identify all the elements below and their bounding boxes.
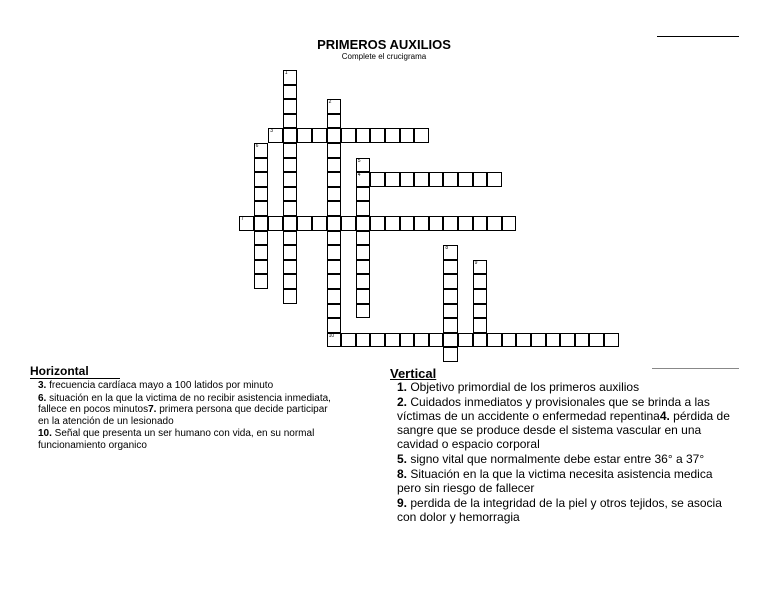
crossword-cell[interactable] bbox=[268, 128, 283, 143]
crossword-cell[interactable] bbox=[575, 333, 590, 348]
vertical-clue-9: 9. perdida de la integridad de la piel y otros tejidos, se asocia con dolor y hemorragia bbox=[397, 496, 722, 524]
crossword-cell[interactable] bbox=[356, 260, 371, 275]
crossword-number: 1 bbox=[284, 70, 288, 76]
crossword-cell[interactable] bbox=[356, 216, 371, 231]
crossword-cell[interactable] bbox=[327, 158, 342, 173]
crossword-cell[interactable] bbox=[370, 333, 385, 348]
crossword-cell[interactable] bbox=[429, 172, 444, 187]
crossword-cell[interactable] bbox=[385, 172, 400, 187]
crossword-cell[interactable] bbox=[502, 216, 517, 231]
crossword-cell[interactable] bbox=[356, 128, 371, 143]
crossword-cell[interactable] bbox=[443, 347, 458, 362]
crossword-cell[interactable] bbox=[283, 128, 298, 143]
crossword-number: 10 bbox=[328, 332, 335, 339]
crossword-cell[interactable] bbox=[473, 274, 488, 289]
horizontal-clue-3: 3. frecuencia cardíaca mayo a 100 latidos por minuto bbox=[38, 380, 274, 391]
crossword-cell[interactable] bbox=[327, 274, 342, 289]
crossword-cell[interactable] bbox=[254, 187, 269, 202]
crossword-cell[interactable] bbox=[356, 187, 371, 202]
crossword-cell[interactable] bbox=[327, 231, 342, 246]
crossword-cell[interactable] bbox=[487, 216, 502, 231]
crossword-cell[interactable] bbox=[473, 289, 488, 304]
crossword-cell[interactable] bbox=[473, 216, 488, 231]
crossword-cell[interactable] bbox=[239, 216, 254, 231]
crossword-cell[interactable] bbox=[385, 333, 400, 348]
crossword-cell[interactable] bbox=[443, 260, 458, 275]
crossword-cell[interactable] bbox=[327, 318, 342, 333]
crossword-cell[interactable] bbox=[297, 128, 312, 143]
crossword-cell[interactable] bbox=[400, 128, 415, 143]
crossword-cell[interactable] bbox=[443, 172, 458, 187]
crossword-cell[interactable] bbox=[385, 128, 400, 143]
crossword-cell[interactable] bbox=[516, 333, 531, 348]
crossword-cell[interactable] bbox=[297, 216, 312, 231]
crossword-cell[interactable] bbox=[356, 201, 371, 216]
crossword-number: 7 bbox=[241, 216, 244, 222]
crossword-cell[interactable] bbox=[268, 216, 283, 231]
crossword-cell[interactable] bbox=[327, 187, 342, 202]
crossword-cell[interactable] bbox=[327, 99, 342, 114]
crossword-cell[interactable] bbox=[283, 289, 298, 304]
horizontal-heading: Horizontal bbox=[30, 364, 89, 378]
crossword-cell[interactable] bbox=[283, 143, 298, 158]
crossword-cell[interactable] bbox=[327, 201, 342, 216]
crossword-cell[interactable] bbox=[327, 260, 342, 275]
crossword-cell[interactable] bbox=[283, 172, 298, 187]
crossword-cell[interactable] bbox=[443, 333, 458, 348]
crossword-cell[interactable] bbox=[283, 70, 298, 85]
crossword-cell[interactable] bbox=[473, 333, 488, 348]
crossword-cell[interactable] bbox=[458, 333, 473, 348]
crossword-cell[interactable] bbox=[283, 201, 298, 216]
crossword-cell[interactable] bbox=[254, 172, 269, 187]
crossword-cell[interactable] bbox=[254, 245, 269, 260]
crossword-cell[interactable] bbox=[283, 158, 298, 173]
crossword-cell[interactable] bbox=[356, 231, 371, 246]
crossword-cell[interactable] bbox=[254, 216, 269, 231]
crossword-cell[interactable] bbox=[254, 274, 269, 289]
crossword-cell[interactable] bbox=[327, 333, 342, 348]
crossword-cell[interactable] bbox=[327, 216, 342, 231]
crossword-cell[interactable] bbox=[414, 128, 429, 143]
crossword-cell[interactable] bbox=[312, 216, 327, 231]
crossword-cell[interactable] bbox=[327, 304, 342, 319]
vertical-clue-2-4: 2. Cuidados inmediatos y provisionales que se brinda a las víctimas de un accidente o enfermedad repentina4. pérdida de sangre que se produce desde el sistema vascular en una cavidad o espacio corporal bbox=[397, 395, 730, 451]
divider-line bbox=[652, 368, 739, 369]
crossword-cell[interactable] bbox=[327, 114, 342, 129]
crossword-cell[interactable] bbox=[473, 260, 488, 275]
crossword-cell[interactable] bbox=[283, 99, 298, 114]
crossword-cell[interactable] bbox=[341, 128, 356, 143]
crossword-cell[interactable] bbox=[370, 172, 385, 187]
crossword-cell[interactable] bbox=[443, 274, 458, 289]
crossword-cell[interactable] bbox=[356, 274, 371, 289]
crossword-cell[interactable] bbox=[356, 158, 371, 173]
crossword-cell[interactable] bbox=[443, 318, 458, 333]
crossword-number: 5 bbox=[357, 157, 361, 164]
crossword-cell[interactable] bbox=[414, 216, 429, 231]
crossword-cell[interactable] bbox=[283, 231, 298, 246]
crossword-cell[interactable] bbox=[546, 333, 561, 348]
vertical-heading: Vertical bbox=[390, 366, 437, 381]
crossword-cell[interactable] bbox=[283, 216, 298, 231]
page-title: PRIMEROS AUXILIOS bbox=[317, 37, 451, 52]
crossword-cell[interactable] bbox=[283, 274, 298, 289]
crossword-cell[interactable] bbox=[356, 289, 371, 304]
horizontal-clues bbox=[38, 380, 338, 452]
crossword-cell[interactable] bbox=[443, 216, 458, 231]
crossword-cell[interactable] bbox=[327, 172, 342, 187]
crossword-number: 2 bbox=[328, 99, 332, 106]
crossword-cell[interactable] bbox=[443, 245, 458, 260]
crossword-cell[interactable] bbox=[356, 245, 371, 260]
vertical-clues bbox=[397, 380, 737, 525]
crossword-cell[interactable] bbox=[283, 85, 298, 100]
crossword-cell[interactable] bbox=[254, 201, 269, 216]
crossword-cell[interactable] bbox=[254, 158, 269, 173]
crossword-cell[interactable] bbox=[473, 318, 488, 333]
crossword-cell[interactable] bbox=[356, 333, 371, 348]
crossword-cell[interactable] bbox=[254, 231, 269, 246]
crossword-number: 8 bbox=[445, 245, 449, 252]
vertical-clue-1: 1. Objetivo primordial de los primeros auxilios bbox=[397, 380, 640, 394]
crossword-cell[interactable] bbox=[312, 128, 327, 143]
horizontal-clue-6-7: 6. situación en la que la victima de no recibir asistencia inmediata, fallece en pocos minutos7. primera persona que decide participar en la atención de un lesionado bbox=[38, 392, 331, 427]
name-line bbox=[657, 36, 739, 37]
crossword-cell[interactable] bbox=[385, 216, 400, 231]
crossword-number: 3 bbox=[270, 128, 273, 135]
crossword-cell[interactable] bbox=[400, 333, 415, 348]
crossword-cell[interactable] bbox=[443, 289, 458, 304]
crossword-cell[interactable] bbox=[356, 172, 371, 187]
crossword-cell[interactable] bbox=[327, 289, 342, 304]
crossword-cell[interactable] bbox=[473, 304, 488, 319]
crossword-cell[interactable] bbox=[458, 172, 473, 187]
crossword-cell[interactable] bbox=[327, 245, 342, 260]
crossword-cell[interactable] bbox=[473, 172, 488, 187]
vertical-clue-8: 8. Situación en la que la victima necesita asistencia medica pero sin riesgo de fallecer bbox=[397, 467, 713, 495]
crossword-number: 9 bbox=[474, 259, 478, 266]
crossword-cell[interactable] bbox=[589, 333, 604, 348]
horizontal-underline bbox=[30, 378, 120, 379]
crossword-cell[interactable] bbox=[560, 333, 575, 348]
horizontal-clue-10: 10. Señal que presenta un ser humano con vida, en su normal funcionamiento organico bbox=[38, 428, 315, 451]
crossword-cell[interactable] bbox=[487, 333, 502, 348]
crossword-cell[interactable] bbox=[341, 333, 356, 348]
crossword-cell[interactable] bbox=[487, 172, 502, 187]
crossword-cell[interactable] bbox=[414, 172, 429, 187]
crossword-cell[interactable] bbox=[254, 260, 269, 275]
crossword-number: 4 bbox=[357, 172, 361, 179]
crossword-cell[interactable] bbox=[400, 172, 415, 187]
crossword-cell[interactable] bbox=[356, 304, 371, 319]
crossword-cell[interactable] bbox=[370, 216, 385, 231]
crossword-cell[interactable] bbox=[502, 333, 517, 348]
crossword-cell[interactable] bbox=[283, 114, 298, 129]
crossword-cell[interactable] bbox=[283, 260, 298, 275]
crossword-cell[interactable] bbox=[283, 245, 298, 260]
crossword-cell[interactable] bbox=[443, 304, 458, 319]
crossword-cell[interactable] bbox=[604, 333, 619, 348]
crossword-cell[interactable] bbox=[429, 333, 444, 348]
crossword-cell[interactable] bbox=[429, 216, 444, 231]
crossword-cell[interactable] bbox=[327, 143, 342, 158]
crossword-cell[interactable] bbox=[341, 216, 356, 231]
crossword-cell[interactable] bbox=[400, 216, 415, 231]
crossword-cell[interactable] bbox=[283, 187, 298, 202]
crossword-cell[interactable] bbox=[531, 333, 546, 348]
crossword-cell[interactable] bbox=[414, 333, 429, 348]
crossword-cell[interactable] bbox=[458, 216, 473, 231]
crossword-number: 6 bbox=[255, 143, 259, 149]
vertical-clue-5: 5. signo vital que normalmente debe estar entre 36° a 37° bbox=[397, 452, 705, 466]
crossword-cell[interactable] bbox=[254, 143, 269, 158]
page-subtitle: Complete el crucigrama bbox=[341, 52, 427, 61]
crossword-cell[interactable] bbox=[327, 128, 342, 143]
crossword-cell[interactable] bbox=[370, 128, 385, 143]
